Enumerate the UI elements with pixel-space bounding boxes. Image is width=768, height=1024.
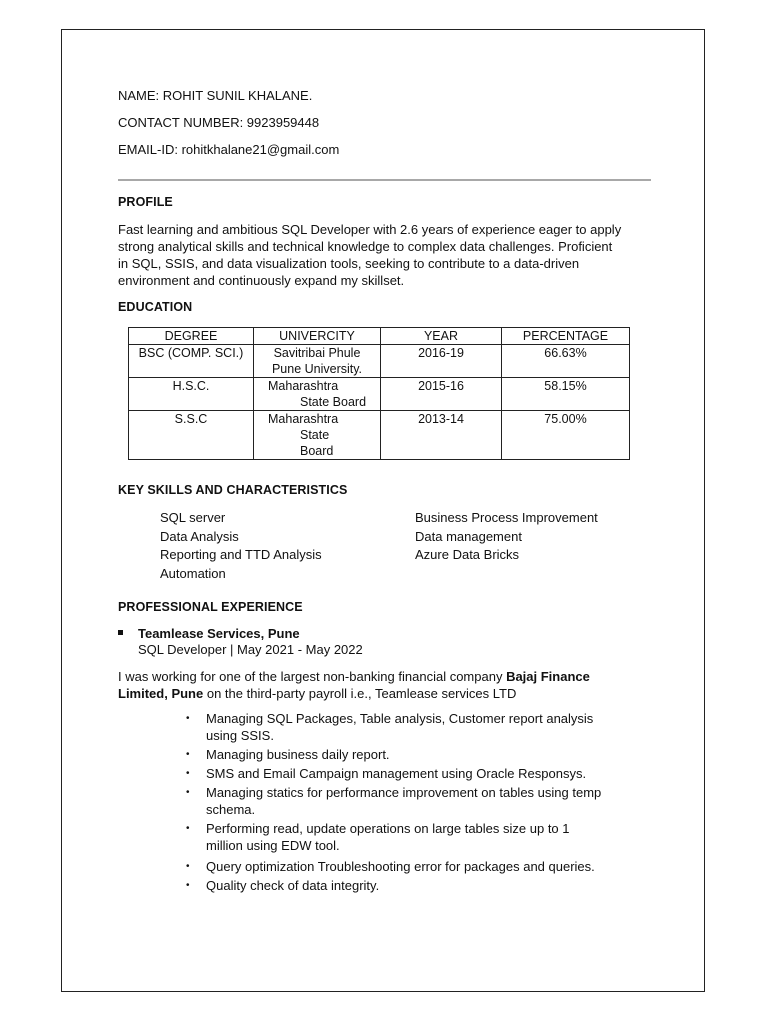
intro-text: I was working for one of the largest non-banking financial company bbox=[118, 669, 507, 684]
skills-heading: KEY SKILLS AND CHARACTERISTICS bbox=[118, 483, 348, 497]
table-row bbox=[129, 345, 630, 378]
skill-item: Data Analysis bbox=[160, 529, 239, 544]
column-header-degree: DEGREE bbox=[129, 328, 254, 345]
cell-year: 2013-14 bbox=[381, 411, 502, 460]
cell-university bbox=[254, 378, 381, 411]
bullet-line: SMS and Email Campaign management using Oracle Responsys. bbox=[206, 766, 587, 781]
skill-item: Data management bbox=[415, 529, 522, 544]
list-item bbox=[182, 765, 642, 782]
column-header-percentage: PERCENTAGE bbox=[502, 328, 630, 345]
list-item bbox=[182, 710, 642, 744]
university-line: State Board bbox=[300, 395, 367, 409]
university-line: Maharashtra bbox=[268, 412, 339, 426]
cell-university bbox=[254, 345, 381, 378]
responsibility-list bbox=[182, 710, 642, 896]
employer-location: Limited, Pune bbox=[118, 686, 204, 701]
bullet-line: Managing business daily report. bbox=[206, 747, 390, 762]
university-line: Maharashtra bbox=[268, 379, 339, 393]
bullet-icon: • bbox=[186, 823, 190, 834]
bullet-line: Managing statics for performance improvement on tables using temp bbox=[206, 785, 602, 800]
skill-item: Azure Data Bricks bbox=[415, 547, 520, 562]
table-row bbox=[129, 378, 630, 411]
job-role: SQL Developer | May 2021 - May 2022 bbox=[138, 642, 363, 657]
bullet-icon: • bbox=[186, 880, 190, 891]
cell-percentage: 58.15% bbox=[502, 378, 630, 411]
cell-year: 2015-16 bbox=[381, 378, 502, 411]
cell-degree: H.S.C. bbox=[129, 378, 254, 411]
cell-degree: BSC (COMP. SCI.) bbox=[129, 345, 254, 378]
bullet-icon: • bbox=[186, 787, 190, 798]
skill-item: SQL server bbox=[160, 510, 226, 525]
university-line: State bbox=[300, 428, 330, 442]
profile-line: Fast learning and ambitious SQL Developer with 2.6 years of experience eager to apply bbox=[118, 222, 622, 237]
list-item bbox=[182, 820, 642, 854]
bullet-icon: • bbox=[186, 861, 190, 872]
cell-year: 2016-19 bbox=[381, 345, 502, 378]
bullet-line: using SSIS. bbox=[206, 728, 274, 743]
square-bullet-icon bbox=[118, 630, 123, 635]
list-item bbox=[182, 784, 642, 818]
bullet-line: Performing read, update operations on large tables size up to 1 bbox=[206, 821, 570, 836]
list-item bbox=[182, 746, 642, 763]
profile-line: strong analytical skills and technical knowledge to complex data challenges. Proficient bbox=[118, 239, 613, 254]
bullet-icon: • bbox=[186, 713, 190, 724]
experience-intro bbox=[118, 668, 658, 702]
intro-text-end: on the third-party payroll i.e., Teamlease services LTD bbox=[203, 686, 517, 701]
list-item bbox=[182, 877, 642, 894]
contact-name: NAME: ROHIT SUNIL KHALANE. bbox=[118, 88, 313, 103]
employer-name: Bajaj Finance bbox=[506, 669, 590, 684]
cell-degree: S.S.C bbox=[129, 411, 254, 460]
contact-phone: CONTACT NUMBER: 9923959448 bbox=[118, 115, 320, 130]
education-heading: EDUCATION bbox=[118, 300, 193, 314]
skill-item: Automation bbox=[160, 566, 226, 581]
profile-line: in SQL, SSIS, and data visualization tools, seeking to contribute to a data-driven bbox=[118, 256, 580, 271]
profile-line: environment and continuously expand my skillset. bbox=[118, 273, 405, 288]
bullet-icon: • bbox=[186, 749, 190, 760]
cell-percentage: 66.63% bbox=[502, 345, 630, 378]
bullet-line: million using EDW tool. bbox=[206, 838, 340, 853]
cell-percentage: 75.00% bbox=[502, 411, 630, 460]
experience-heading: PROFESSIONAL EXPERIENCE bbox=[118, 600, 303, 614]
profile-heading: PROFILE bbox=[118, 195, 173, 209]
bullet-line: Managing SQL Packages, Table analysis, Customer report analysis bbox=[206, 711, 594, 726]
university-line: Pune University. bbox=[271, 362, 363, 376]
university-line: Savitribai Phule bbox=[273, 346, 361, 360]
university-line: Board bbox=[300, 444, 334, 458]
profile-summary bbox=[118, 221, 658, 289]
company-name: Teamlease Services, Pune bbox=[138, 626, 300, 641]
bullet-line: schema. bbox=[206, 802, 256, 817]
column-header-university: UNIVERCITY bbox=[254, 328, 381, 345]
bullet-line: Quality check of data integrity. bbox=[206, 878, 380, 893]
bullet-icon: • bbox=[186, 768, 190, 779]
section-divider bbox=[118, 179, 651, 181]
skill-item: Reporting and TTD Analysis bbox=[160, 547, 322, 562]
contact-email: EMAIL-ID: rohitkhalane21@gmail.com bbox=[118, 142, 340, 157]
list-item bbox=[182, 858, 642, 875]
table-row bbox=[129, 411, 630, 460]
table-header-row bbox=[129, 328, 630, 345]
education-table bbox=[128, 327, 630, 460]
bullet-line: Query optimization Troubleshooting error for packages and queries. bbox=[206, 859, 595, 874]
skill-item: Business Process Improvement bbox=[415, 510, 598, 525]
column-header-year: YEAR bbox=[381, 328, 502, 345]
cell-university bbox=[254, 411, 381, 460]
resume-page bbox=[61, 29, 705, 992]
